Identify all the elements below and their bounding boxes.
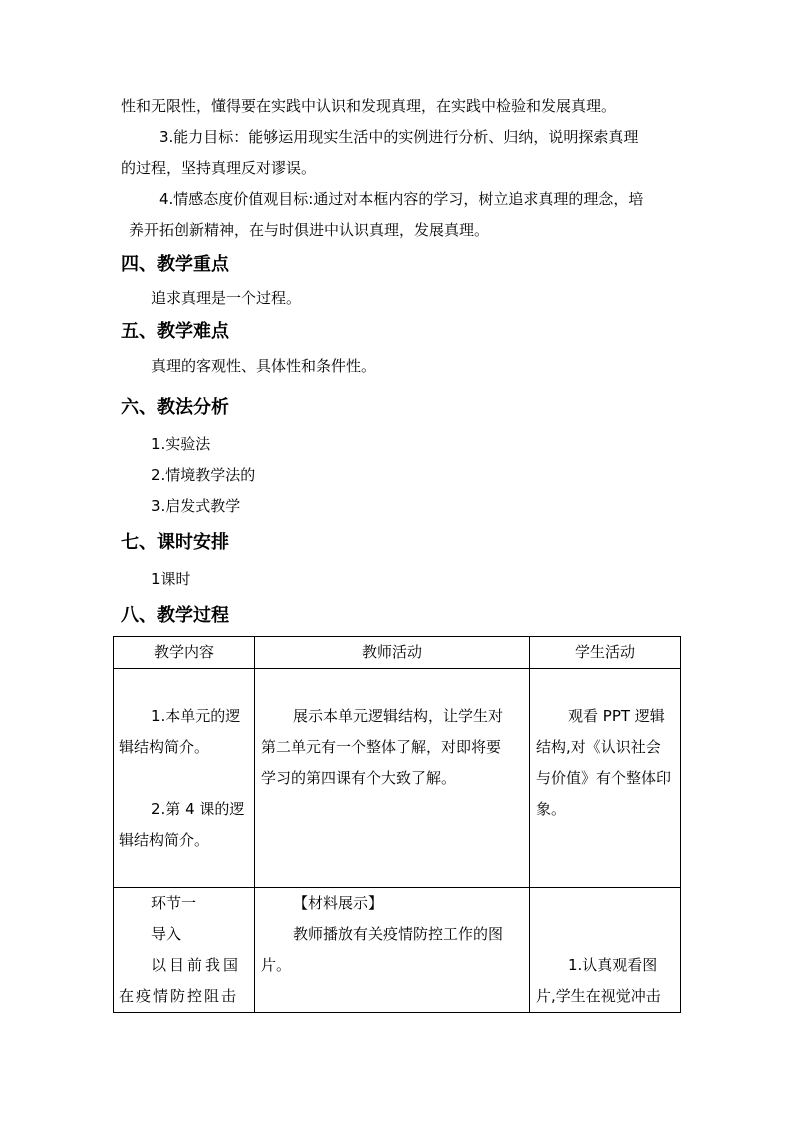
row1-content-line: 1.本单元的逻 <box>151 707 241 725</box>
row1-student-line: 观看 PPT 逻辑 <box>568 707 665 725</box>
schedule-text: 1课时 <box>151 570 191 588</box>
table-header-row <box>114 637 681 669</box>
difficulties-text: 真理的客观性、具体性和条件性。 <box>151 357 377 375</box>
section-heading-methods: 六、教法分析 <box>121 397 229 418</box>
table-row <box>114 888 681 1013</box>
row1-content-line: 2.第 4 课的逻 <box>151 800 245 818</box>
emotion-goal-line-1: 4.情感态度价值观目标:通过对本框内容的学习，树立追求真理的理念，培 <box>159 190 644 208</box>
row2-content-cell <box>114 888 255 1013</box>
row2-teacher-line: 【材料展示】 <box>293 894 384 912</box>
row1-student-cell <box>530 669 681 888</box>
row2-teacher-cell <box>255 888 530 1013</box>
row2-content-line: 在疫情防控阻击 <box>119 987 239 1005</box>
row1-content-cell <box>114 669 255 888</box>
header-teacher: 教师活动 <box>255 637 530 669</box>
intro-line-1: 性和无限性，懂得要在实践中认识和发现真理，在实践中检验和发展真理。 <box>121 97 617 115</box>
row1-student-line: 与价值》有个整体印 <box>536 769 672 787</box>
row2-student-cell <box>530 888 681 1013</box>
row2-content-line: 以目前我国 <box>151 956 242 974</box>
row1-student-line: 象。 <box>536 800 567 818</box>
row1-teacher-line: 第二单元有一个整体了解，对即将要 <box>261 738 502 756</box>
table-row <box>114 669 681 888</box>
method-item-3: 3.启发式教学 <box>151 497 241 515</box>
key-points-text: 追求真理是一个过程。 <box>151 289 302 307</box>
section-heading-key-points: 四、教学重点 <box>121 254 229 275</box>
row1-teacher-line: 展示本单元逻辑结构，让学生对 <box>293 707 504 725</box>
row1-content-line: 辑结构简介。 <box>119 831 210 849</box>
header-student: 学生活动 <box>530 637 681 669</box>
ability-goal-line-1: 3.能力目标：能够运用现实生活中的实例进行分析、归纳，说明探索真理 <box>159 128 639 146</box>
header-content: 教学内容 <box>114 637 255 669</box>
section-heading-difficulties: 五、教学难点 <box>121 321 229 342</box>
section-heading-process: 八、教学过程 <box>121 605 229 626</box>
row1-teacher-line: 学习的第四课有个大致了解。 <box>261 769 457 787</box>
row2-teacher-line: 片。 <box>261 956 292 974</box>
method-item-2: 2.情境教学法的 <box>151 466 256 484</box>
section-heading-schedule: 七、课时安排 <box>121 532 229 553</box>
row2-student-line: 片,学生在视觉冲击 <box>536 987 661 1005</box>
row2-teacher-line: 教师播放有关疫情防控工作的图 <box>293 925 504 943</box>
row2-content-line: 导入 <box>151 925 182 943</box>
row2-content-line: 环节一 <box>151 894 197 912</box>
row2-student-line: 1.认真观看图 <box>568 956 658 974</box>
row1-teacher-cell <box>255 669 530 888</box>
method-item-1: 1.实验法 <box>151 435 211 453</box>
emotion-goal-line-2: 养开拓创新精神，在与时俱进中认识真理，发展真理。 <box>129 221 490 239</box>
row1-student-line: 结构,对《认识社会 <box>536 738 661 756</box>
teaching-process-table <box>113 636 681 1013</box>
row1-content-line: 辑结构简介。 <box>119 738 210 756</box>
ability-goal-line-2: 的过程，坚持真理反对谬误。 <box>121 159 317 177</box>
